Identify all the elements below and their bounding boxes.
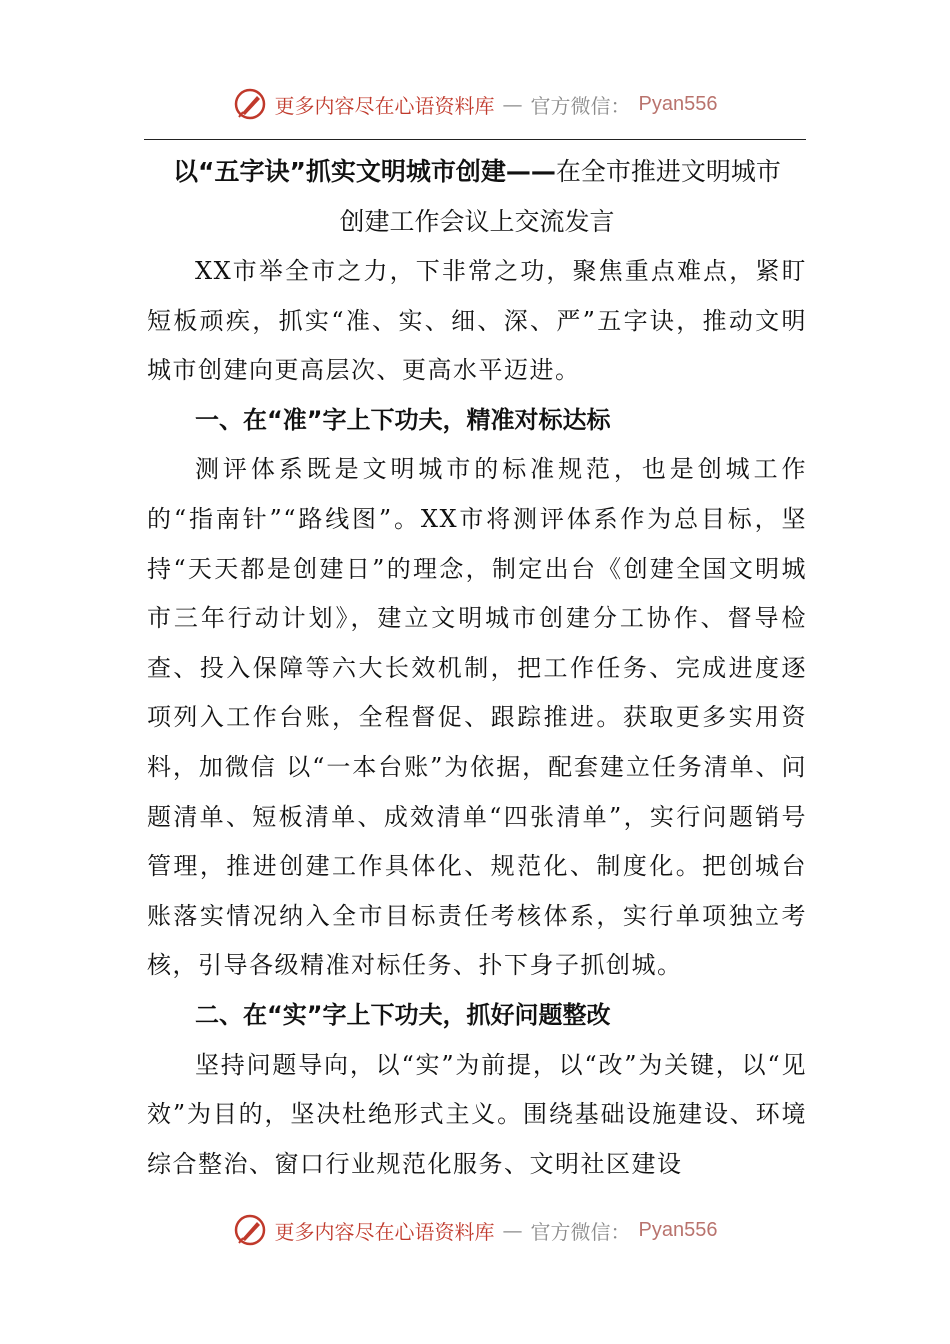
footer-watermark xyxy=(0,1210,950,1250)
document-title-line2: 创建工作会议上交流发言 xyxy=(339,207,615,236)
section2-paragraph: 坚持问题导向，以“实”为前提，以“改”为关键，以“见效”为目的，坚决杜绝形式主义。围绕基础设施建设、环境综合整治、窗口行业规范化服务、文明社区建设 xyxy=(147,1050,807,1178)
header-watermark xyxy=(0,84,950,124)
header-divider xyxy=(144,139,806,140)
watermark-brand: 更多内容尽在心语资料库 xyxy=(274,1219,495,1244)
watermark-separator: — xyxy=(502,1218,523,1242)
document-body xyxy=(147,147,807,1189)
watermark-wechat-id: Pyan556 xyxy=(638,1218,718,1241)
section1-heading: 一、在“准”字上下功夫，精准对标达标 xyxy=(195,405,611,434)
pen-logo-icon xyxy=(233,1213,267,1247)
watermark-official: 官方微信： xyxy=(530,93,631,118)
section2-heading: 二、在“实”字上下功夫，抓好问题整改 xyxy=(195,1000,611,1029)
watermark-official: 官方微信： xyxy=(530,1219,631,1244)
watermark-wechat-id: Pyan556 xyxy=(638,92,718,115)
watermark-separator: — xyxy=(502,92,523,116)
document-title-line1 xyxy=(147,147,807,197)
section1-paragraph: 测评体系既是文明城市的标准规范，也是创城工作的“指南针”“路线图”。XX市将测评体系作为总目标，坚持“天天都是创建日”的理念，制定出台《创建全国文明城市三年行动计划》，建立文明城市创建分工协作、督导检查、投入保障等六大长效机制，把工作任务、完成进度逐项列入工作台账，全程督促、跟踪推进。获取更多实用资料，加微信 以“一本台账”为依据，配套建立任务清单、问题清单、短板清单、成效清单“四张清单”，实行问题销号管理，推进创建工作具体化、规范化、制度化。把创城台账落实情况纳入全市目标责任考核体系，实行单项独立考核，引导各级精准对标任务、扑下身子抓创城。 xyxy=(147,455,807,980)
intro-paragraph: XX市举全市之力，下非常之功，聚焦重点难点，紧盯短板顽疾，抓实“准、实、细、深、严”五字诀，推动文明城市创建向更高层次、更高水平迈进。 xyxy=(147,257,807,385)
title-part1: 以“五字诀”抓实文明城市创建—— xyxy=(173,157,556,186)
watermark-brand: 更多内容尽在心语资料库 xyxy=(274,93,495,118)
title-part2: 在全市推进文明城市 xyxy=(555,157,781,186)
pen-logo-icon xyxy=(233,87,267,121)
